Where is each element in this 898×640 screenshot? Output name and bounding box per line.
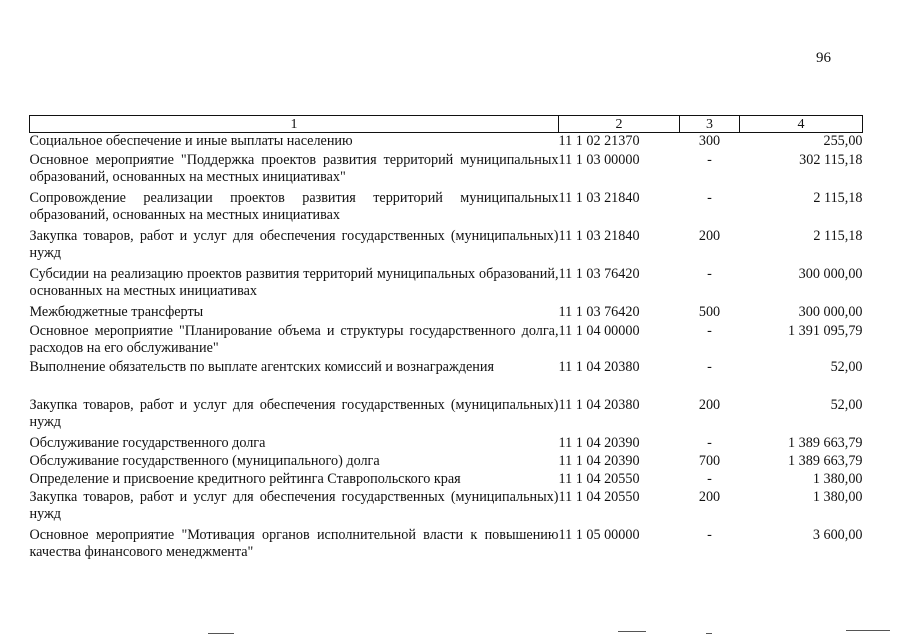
row-name: Межбюджетные трансферты [29,304,204,320]
budget-table [29,115,863,565]
scan-artifact [208,633,234,634]
column-header-amount: 4 [740,116,863,133]
row-code: 11 1 03 21840 [558,190,640,206]
table-row [30,527,863,565]
column-header-name: 1 [30,116,559,133]
row-code: 11 1 03 21840 [558,228,640,244]
scan-artifact [618,631,646,632]
table-row [30,397,863,435]
row-amount: 3 600,00 [812,527,863,543]
row-name: Закупка товаров, работ и услуг для обеспечения государственных (муниципальных) нужд [29,397,559,430]
row-amount: 1 380,00 [812,471,863,487]
table-row [30,489,863,527]
row-type: - [707,152,712,168]
row-name: Выполнение обязательств по выплате агентских комиссий и вознаграждения [29,359,494,375]
row-type: 500 [698,304,721,320]
table-row [30,304,863,323]
row-code: 11 1 03 00000 [558,152,640,168]
table-row [30,152,863,190]
row-type: 200 [698,397,721,413]
scan-artifact [706,633,712,634]
row-code: 11 1 03 76420 [558,266,640,282]
row-type: - [707,359,712,375]
scan-artifact [846,630,890,631]
row-type: - [707,323,712,339]
row-code: 11 1 04 20380 [558,359,640,375]
table-header-row [30,116,863,133]
row-type: 700 [698,453,721,469]
row-code: 11 1 04 20380 [558,397,640,413]
row-name: Социальное обеспечение и иные выплаты населению [29,133,353,149]
row-name: Определение и присвоение кредитного рейтинга Ставропольского края [29,471,461,487]
row-type: - [707,266,712,282]
row-name: Закупка товаров, работ и услуг для обеспечения государственных (муниципальных) нужд [29,228,559,261]
row-code: 11 1 04 00000 [558,323,640,339]
row-amount: 302 115,18 [799,152,863,168]
table-row [30,471,863,489]
row-name: Обслуживание государственного (муниципального) долга [29,453,380,469]
row-type: - [707,527,712,543]
table-row [30,453,863,471]
row-amount: 2 115,18 [813,190,863,206]
row-amount: 300 000,00 [798,266,863,282]
row-amount: 1 389 663,79 [788,435,863,451]
row-code: 11 1 04 20550 [558,489,640,505]
row-code: 11 1 03 76420 [558,304,640,320]
row-name: Основное мероприятие "Планирование объема и структуры государственного долга, расходов на его обслуживание" [29,323,559,356]
row-name: Обслуживание государственного долга [29,435,266,451]
row-code: 11 1 04 20390 [558,435,640,451]
table-row [30,435,863,453]
row-type: - [707,435,712,451]
table-row [30,228,863,266]
row-amount: 2 115,18 [813,228,863,244]
column-header-type: 3 [680,116,740,133]
row-name: Сопровождение реализации проектов развития территорий муниципальных образований, основанных на местных инициативах [29,190,559,223]
row-amount: 52,00 [830,359,863,375]
table-row [30,190,863,228]
table-row [30,133,863,153]
row-name: Основное мероприятие "Поддержка проектов развития территорий муниципальных образований, основанных на местных инициативах" [29,152,559,185]
row-name: Закупка товаров, работ и услуг для обеспечения государственных (муниципальных) нужд [29,489,559,522]
row-code: 11 1 02 21370 [558,133,640,149]
row-type: - [707,471,712,487]
row-code: 11 1 04 20390 [558,453,640,469]
row-amount: 300 000,00 [798,304,863,320]
table-row [30,323,863,359]
row-type: 200 [698,228,721,244]
row-amount: 1 391 095,79 [788,323,863,339]
row-type: 300 [698,133,721,149]
table-row [30,359,863,397]
row-name: Основное мероприятие "Мотивация органов исполнительной власти к повышению качества финансового менеджмента" [29,527,559,560]
row-type: - [707,190,712,206]
row-amount: 1 389 663,79 [788,453,863,469]
row-code: 11 1 04 20550 [558,471,640,487]
row-amount: 255,00 [823,133,863,149]
page-number: 96 [816,50,831,66]
column-header-code: 2 [559,116,680,133]
row-code: 11 1 05 00000 [558,527,640,543]
table-row [30,266,863,304]
row-type: 200 [698,489,721,505]
row-amount: 52,00 [830,397,863,413]
row-amount: 1 380,00 [812,489,863,505]
row-name: Субсидии на реализацию проектов развития территорий муниципальных образований, основанных на местных инициативах [29,266,559,299]
